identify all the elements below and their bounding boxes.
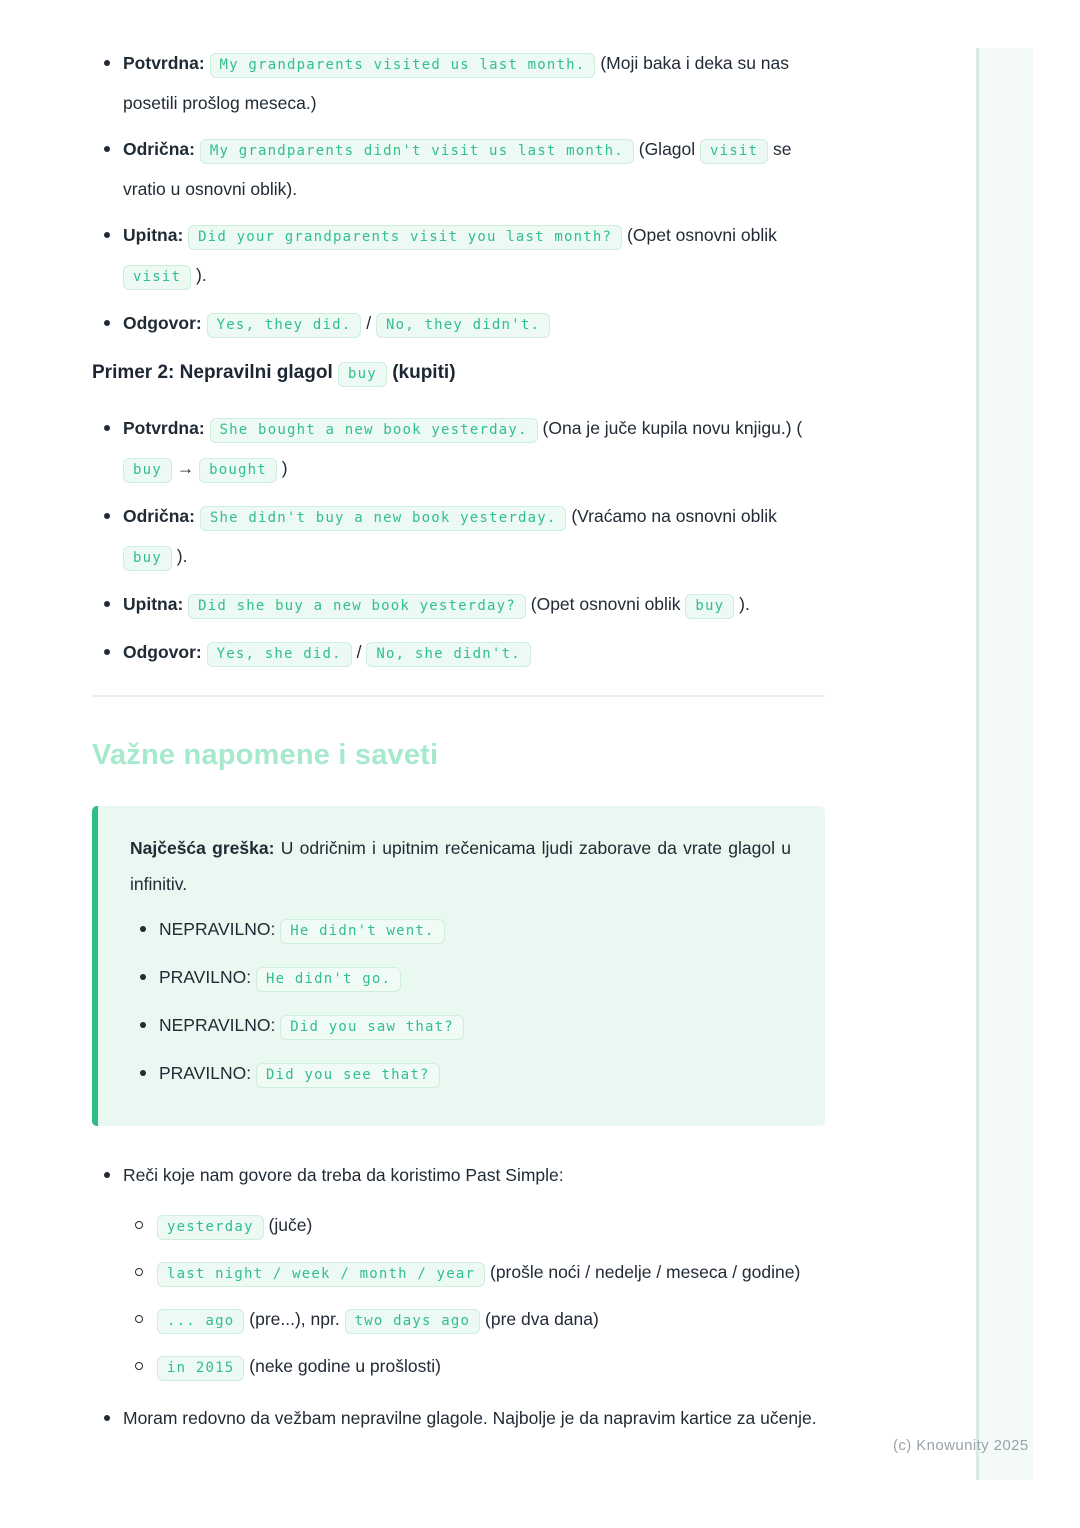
bullet-icon	[104, 425, 110, 431]
code-chip: in 2015	[157, 1356, 244, 1381]
list-item	[140, 1006, 791, 1046]
bullet-icon	[104, 649, 110, 655]
list-item-text: Potvrdna: My grandparents visited us last month. (Moji baka i deka su nas posetili prošlog meseca.)	[123, 53, 790, 113]
callout-box	[92, 806, 825, 1126]
final-note-text: Moram redovno da vežbam nepravilne glagole. Najbolje je da napravim kartice za učenje.	[123, 1408, 817, 1428]
document-body	[92, 44, 825, 1445]
list-item-text: Odrična: My grandparents didn't visit us last month. (Glagol visit se vratio u osnovni oblik).	[123, 139, 792, 199]
code-chip: My grandparents didn't visit us last month.	[200, 139, 634, 164]
copyright-watermark: (c) Knowunity 2025	[893, 1437, 1029, 1454]
list-item	[140, 910, 791, 950]
bullet-icon	[104, 232, 110, 238]
list-item	[92, 1156, 825, 1194]
list-item-text: ... ago (pre...), npr. two days ago (pre dva dana)	[157, 1300, 599, 1340]
bullet-icon	[140, 1022, 146, 1028]
list-item	[92, 130, 825, 208]
code-chip: buy	[123, 546, 172, 571]
list-item	[92, 216, 825, 296]
bullet-icon	[104, 1172, 110, 1178]
bullet-icon	[140, 926, 146, 932]
circle-bullet-icon	[135, 1315, 143, 1323]
bullet-icon	[140, 1070, 146, 1076]
list-item-text: Upitna: Did your grandparents visit you last month? (Opet osnovni oblik visit ).	[123, 216, 825, 296]
circle-bullet-icon	[135, 1268, 143, 1276]
list-item	[140, 1054, 791, 1094]
list-item	[92, 304, 825, 344]
list-item	[92, 44, 825, 122]
code-chip: Yes, they did.	[207, 313, 362, 338]
list-item	[135, 1347, 825, 1387]
code-chip: bought	[199, 458, 277, 483]
code-chip: Yes, she did.	[207, 642, 352, 667]
bullet-icon	[104, 1415, 110, 1421]
code-chip: She didn't buy a new book yesterday.	[200, 506, 567, 531]
list-item-text: Odgovor: Yes, they did. / No, they didn't.	[123, 304, 550, 344]
list-item	[135, 1300, 825, 1340]
list-item-text: NEPRAVILNO: Did you saw that?	[159, 1006, 464, 1046]
code-chip: buy	[338, 362, 387, 387]
list-item	[135, 1253, 825, 1293]
circle-bullet-icon	[135, 1362, 143, 1370]
code-chip: He didn't went.	[280, 919, 444, 944]
primer1-list	[92, 44, 825, 344]
list-item-text: in 2015 (neke godine u prošlosti)	[157, 1347, 441, 1387]
code-chip: buy	[685, 594, 734, 619]
callout-intro: Najčešća greška: U odričnim i upitnim rečenicama ljudi zaborave da vrate glagol u infinitiv.	[130, 838, 791, 894]
code-chip: He didn't go.	[256, 967, 401, 992]
list-item	[92, 409, 825, 489]
code-chip: No, she didn't.	[366, 642, 530, 667]
bullet-icon	[104, 60, 110, 66]
code-chip: ... ago	[157, 1309, 244, 1334]
list-item-text: Odgovor: Yes, she did. / No, she didn't.	[123, 633, 531, 673]
list-item-text: yesterday (juče)	[157, 1206, 312, 1246]
page-edge-strip	[976, 48, 1033, 1480]
list-item	[92, 633, 825, 673]
code-chip: Did you see that?	[256, 1063, 440, 1088]
code-chip: visit	[700, 139, 768, 164]
bullet-icon	[104, 513, 110, 519]
usage-section	[92, 1156, 825, 1387]
list-item-text: Potvrdna: She bought a new book yesterday. (Ona je juče kupila novu knjigu.) ( buy → bought )	[123, 409, 825, 489]
code-chip: last night / week / month / year	[157, 1262, 485, 1287]
usage-intro-text: Reči koje nam govore da treba da koristimo Past Simple:	[123, 1165, 564, 1185]
code-chip: My grandparents visited us last month.	[210, 53, 596, 78]
usage-sub-list	[135, 1206, 825, 1387]
section-heading: Važne napomene i saveti	[92, 739, 439, 771]
code-chip: buy	[123, 458, 172, 483]
list-item-text: last night / week / month / year (prošle noći / nedelje / meseca / godine)	[157, 1253, 800, 1293]
list-item	[140, 958, 791, 998]
code-chip: yesterday	[157, 1215, 264, 1240]
primer2-heading: Primer 2: Nepravilni glagol buy (kupiti)	[92, 354, 825, 393]
list-item	[92, 1399, 825, 1437]
list-item	[135, 1206, 825, 1246]
bullet-icon	[104, 320, 110, 326]
list-item-text: Upitna: Did she buy a new book yesterday? (Opet osnovni oblik buy ).	[123, 585, 750, 625]
code-chip: She bought a new book yesterday.	[210, 418, 538, 443]
list-item	[92, 585, 825, 625]
list-item	[92, 497, 825, 577]
code-chip: Did she buy a new book yesterday?	[188, 594, 526, 619]
code-chip: visit	[123, 265, 191, 290]
code-chip: two days ago	[345, 1309, 481, 1334]
code-chip: Did you saw that?	[280, 1015, 464, 1040]
code-chip: No, they didn't.	[376, 313, 550, 338]
circle-bullet-icon	[135, 1221, 143, 1229]
bullet-icon	[104, 146, 110, 152]
code-chip: Did your grandparents visit you last month?	[188, 225, 622, 250]
list-item-text: PRAVILNO: He didn't go.	[159, 958, 401, 998]
primer2-list	[92, 409, 825, 673]
list-item-text: NEPRAVILNO: He didn't went.	[159, 910, 445, 950]
bullet-icon	[104, 601, 110, 607]
list-item-text: PRAVILNO: Did you see that?	[159, 1054, 440, 1094]
section-divider	[92, 695, 825, 697]
list-item-text: Odrična: She didn't buy a new book yesterday. (Vraćamo na osnovni oblik buy ).	[123, 497, 825, 577]
bullet-icon	[140, 974, 146, 980]
